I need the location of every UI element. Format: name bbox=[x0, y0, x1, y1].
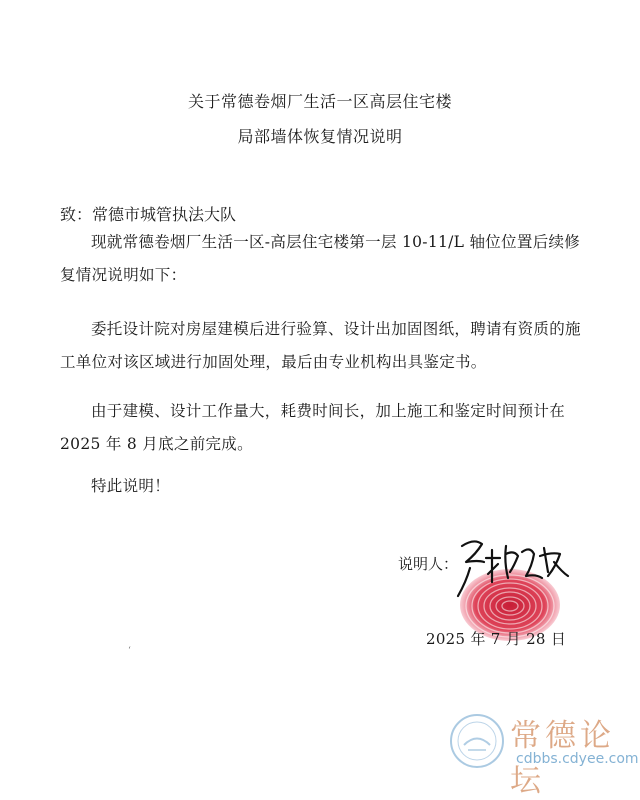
paragraph-4: 特此说明！ bbox=[91, 477, 171, 495]
forum-watermark-name: 常德论坛 bbox=[510, 718, 615, 799]
document-title-line2: 局部墙体恢复情况说明 bbox=[237, 127, 403, 146]
paragraph-1: 现就常德卷烟厂生活一区-高层住宅楼第一层 10-11/L 轴位位置后续修复情况说明如下： bbox=[60, 233, 581, 284]
paragraph-3: 由于建模、设计工作量大，耗费时间长，加上施工和鉴定时间预计在 2025 年 8 月底之前完成。 bbox=[60, 402, 566, 453]
paragraph-2: 委托设计院对房屋建模后进行验算、设计出加固图纸，聘请有资质的施工单位对该区域进行加固处理，最后由专业机构出具鉴定书。 bbox=[60, 320, 581, 371]
document-date: 2025 年 7 月 28 日 bbox=[426, 630, 567, 648]
margin-mark: ‘ bbox=[128, 646, 131, 656]
document-title-line1: 关于常德卷烟厂生活一区高层住宅楼 bbox=[187, 92, 452, 111]
handwritten-signature bbox=[452, 532, 582, 602]
addressee: 致：常德市城管执法大队 bbox=[60, 205, 237, 224]
signer-label: 说明人： bbox=[398, 555, 459, 573]
forum-watermark-url: cdbbs.cdyee.com bbox=[516, 751, 639, 767]
forum-watermark-emblem-icon bbox=[448, 712, 506, 770]
